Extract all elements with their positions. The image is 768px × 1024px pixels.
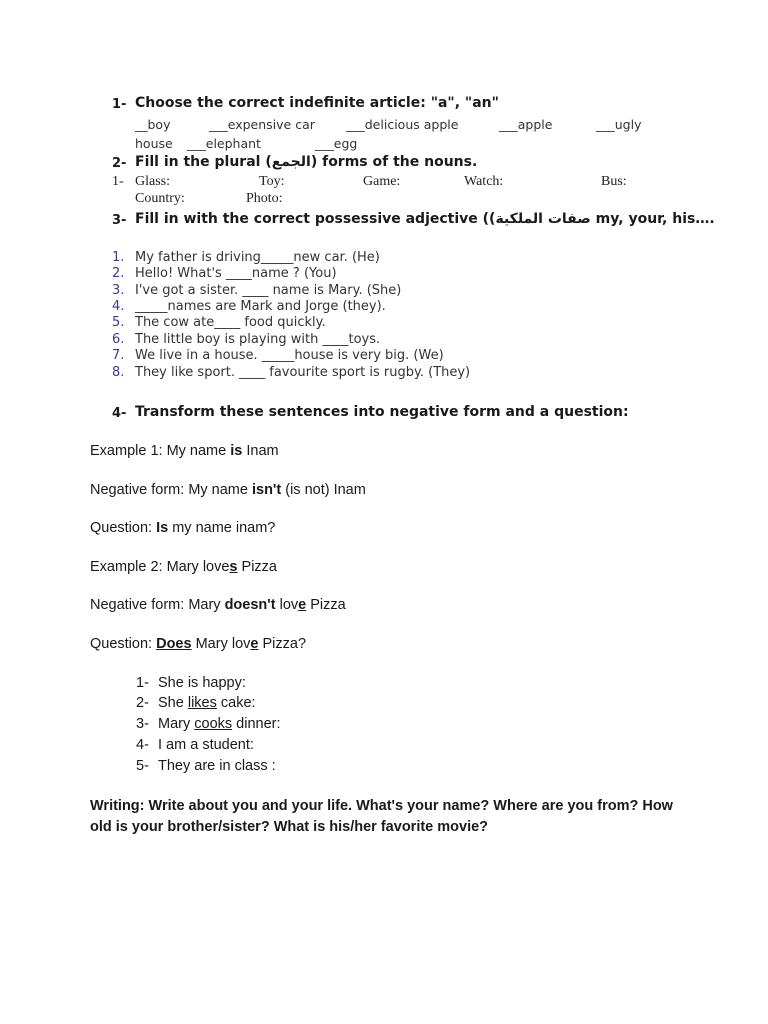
exercise-number: 2- (136, 695, 149, 711)
exercise-item: 3- Mary cooks dinner: (136, 716, 281, 732)
sentence-row (112, 315, 326, 330)
sentence-number: 3. (112, 283, 125, 298)
sentence-number: 4. (112, 299, 125, 314)
q3-title: Fill in with the correct possessive adjective ((صفات الملكية my, your, his…. (135, 211, 715, 227)
exercise-item: 1- She is happy: (136, 675, 246, 691)
writing-task: Writing: Write about you and your life. What's your name? Where are you from? How old is your brother/sister? What is his/her favorite movie? (90, 798, 673, 835)
q2-noun: Game: (363, 174, 401, 189)
q2-noun: Country: (135, 191, 185, 206)
q4-title: Transform these sentences into negative form and a question: (135, 404, 629, 420)
q3-arabic: صفات الملكية (495, 211, 591, 227)
q1-word: ___delicious apple (346, 117, 459, 132)
q2-number: 2- (112, 156, 127, 171)
sentence-text: They like sport. ____ favourite sport is rugby. (They) (135, 365, 471, 380)
q1-word: ___elephant (187, 136, 261, 151)
sentence-text: We live in a house. _____house is very big. (We) (135, 348, 444, 363)
exercise-item: 2- She likes cake: (136, 695, 256, 711)
sentence-text: Hello! What's ____name ? (You) (135, 266, 337, 281)
example-2: Example 2: Mary loves Pizza (90, 559, 277, 575)
example-1: Example 1: My name is Inam (90, 443, 279, 459)
sentence-number: 8. (112, 365, 125, 380)
q3-number: 3- (112, 213, 127, 228)
q1-word: __boy (135, 117, 171, 132)
sentence-text: I've got a sister. ____ name is Mary. (She) (135, 283, 402, 298)
q1-word: house (135, 136, 173, 151)
exercise-number: 5- (136, 758, 149, 774)
q4-number: 4- (112, 406, 127, 421)
q1-word: ___ugly (596, 117, 642, 132)
q2-arabic: الجمع (271, 154, 311, 170)
q2-sub-number: 1- (112, 174, 124, 189)
sentence-number: 5. (112, 315, 125, 330)
sentence-row (112, 299, 386, 314)
q2-noun: Glass: (135, 174, 170, 189)
q2-title: Fill in the plural (الجمع) forms of the nouns. (135, 154, 478, 170)
question-2: Question: Does Mary love Pizza? (90, 636, 307, 652)
question-1: Question: Is my name inam? (90, 520, 276, 536)
sentence-row (112, 283, 402, 298)
sentence-text: _____names are Mark and Jorge (they). (135, 299, 386, 314)
sentence-text: My father is driving_____new car. (He) (135, 250, 380, 265)
q1-word: ___apple (499, 117, 553, 132)
sentence-row (112, 250, 380, 265)
sentence-number: 1. (112, 250, 125, 265)
sentence-row (112, 365, 471, 380)
sentence-number: 7. (112, 348, 125, 363)
sentence-row (112, 266, 337, 281)
exercise-number: 3- (136, 716, 149, 732)
sentence-text: The little boy is playing with ____toys. (135, 332, 381, 347)
q2-noun: Watch: (464, 174, 504, 189)
sentence-row (112, 348, 444, 363)
sentence-number: 2. (112, 266, 125, 281)
sentence-text: The cow ate____ food quickly. (135, 315, 326, 330)
q2-noun: Toy: (259, 174, 285, 189)
negative-1: Negative form: My name isn't (is not) Inam (90, 482, 366, 498)
sentence-number: 6. (112, 332, 125, 347)
exercise-item: 4- I am a student: (136, 737, 254, 753)
q2-noun: Photo: (246, 191, 283, 206)
q1-word: ___expensive car (209, 117, 315, 132)
sentence-row (112, 332, 381, 347)
q1-word: ___egg (315, 136, 358, 151)
q1-title: Choose the correct indefinite article: "a", "an" (135, 95, 499, 111)
q2-noun: Bus: (601, 174, 627, 189)
exercise-item: 5- They are in class : (136, 758, 276, 774)
negative-2: Negative form: Mary doesn't love Pizza (90, 597, 346, 613)
exercise-number: 4- (136, 737, 149, 753)
q1-number: 1- (112, 97, 127, 112)
exercise-number: 1- (136, 675, 149, 691)
